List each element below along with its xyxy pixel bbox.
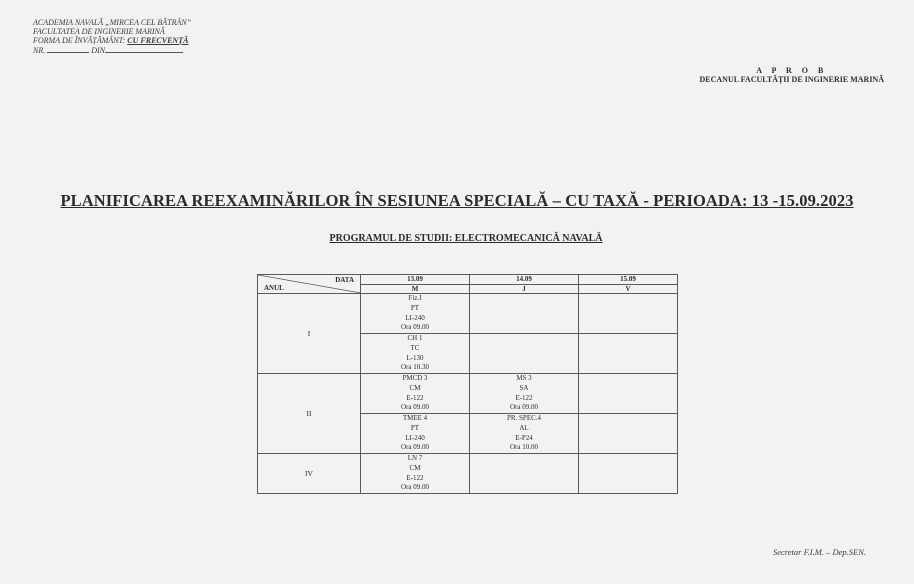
exam-line: E-P24 (515, 433, 533, 442)
exam-cell (470, 294, 579, 334)
exam-line: Ora 09.00 (401, 443, 429, 452)
day-header: J (470, 284, 579, 294)
exam-line: MS 3 (516, 374, 532, 383)
exam-line: TC (410, 343, 420, 352)
nr-label: NR. (33, 46, 46, 55)
table-row (258, 374, 678, 414)
approval-word: A P R O B (756, 66, 828, 75)
schedule-body (258, 294, 678, 494)
exam-cell (361, 294, 470, 334)
page-title: PLANIFICAREA REEXAMINĂRILOR ÎN SESIUNEA SPECIALĂ – CU TAXĂ - PERIOADA: 13 -15.09.2023 (60, 191, 854, 210)
table-row (258, 294, 678, 334)
exam-cell (579, 294, 678, 334)
exam-line: Ora 09.00 (401, 483, 429, 492)
exam-line: CM (409, 463, 421, 472)
table-row (258, 454, 678, 494)
exam-line: AL (519, 423, 529, 432)
din-blank (105, 45, 183, 53)
exam-line: Ora 09.00 (510, 403, 538, 412)
exam-line: Ora 09.00 (401, 403, 429, 412)
exam-cell (361, 334, 470, 374)
year-cell: IV (258, 454, 361, 494)
exam-line: LN 7 (407, 454, 423, 463)
program-title: PROGRAMUL DE STUDII: ELECTROMECANICĂ NAVALĂ (329, 233, 603, 244)
date-header: 15.09 (579, 275, 678, 285)
exam-line: LI-240 (405, 313, 425, 322)
schedule-table (257, 274, 678, 494)
year-cell: II (258, 374, 361, 454)
din-label: DIN (91, 46, 106, 55)
exam-line: E-122 (406, 393, 424, 402)
exam-line: CM (409, 383, 421, 392)
year-cell: I (258, 294, 361, 374)
corner-data-label: DATA (335, 276, 354, 284)
date-header: 13.09 (361, 275, 470, 285)
exam-cell (470, 374, 579, 414)
exam-line: Ora 09.00 (401, 323, 429, 332)
exam-line: PT (410, 303, 420, 312)
exam-line: PMCD 3 (402, 374, 428, 383)
secretary-signature: Secretar F.I.M. – Dep.SEN. (772, 547, 866, 557)
exam-line: Ora 10.00 (510, 443, 538, 452)
date-header: 14.09 (470, 275, 579, 285)
exam-cell (470, 414, 579, 454)
study-form (33, 36, 191, 45)
exam-cell (579, 334, 678, 374)
exam-cell (579, 374, 678, 414)
study-form-value: CU FRECVENȚĂ (127, 36, 189, 45)
faculty-name: FACULTATEA DE INGINERIE MARINĂ (33, 27, 165, 36)
exam-cell (470, 454, 579, 494)
exam-line: E-122 (515, 393, 533, 402)
exam-line: LI-240 (405, 433, 425, 442)
exam-cell (470, 334, 579, 374)
nr-blank (47, 45, 89, 53)
exam-cell (579, 454, 678, 494)
approval-title: DECANUL FACULTĂȚII DE INGINERIE MARINĂ (699, 75, 884, 84)
exam-cell (361, 414, 470, 454)
exam-line: CH 1 (407, 334, 423, 343)
registration-line (33, 45, 191, 55)
exam-line: PR. SPEC.4 (506, 414, 542, 423)
study-form-label: FORMA DE ÎNVĂȚĂMÂNT: (33, 36, 126, 45)
day-header: M (361, 284, 470, 294)
approval-block (700, 66, 884, 84)
exam-cell (579, 414, 678, 454)
corner-anul-label: ANUL (264, 284, 284, 292)
institution-header (33, 18, 191, 55)
exam-line: Fiz.I (408, 294, 422, 303)
academy-name: ACADEMIA NAVALĂ „MIRCEA CEL BĂTRÂN” (33, 18, 192, 27)
exam-line: L-130 (406, 353, 424, 362)
corner-header (258, 275, 361, 294)
exam-cell (361, 454, 470, 494)
exam-line: TMEE 4 (402, 414, 428, 423)
exam-cell (361, 374, 470, 414)
exam-line: SA (519, 383, 529, 392)
exam-line: Ora 10.30 (401, 363, 429, 372)
exam-line: E-122 (406, 473, 424, 482)
exam-line: PT (410, 423, 420, 432)
day-header: V (579, 284, 678, 294)
